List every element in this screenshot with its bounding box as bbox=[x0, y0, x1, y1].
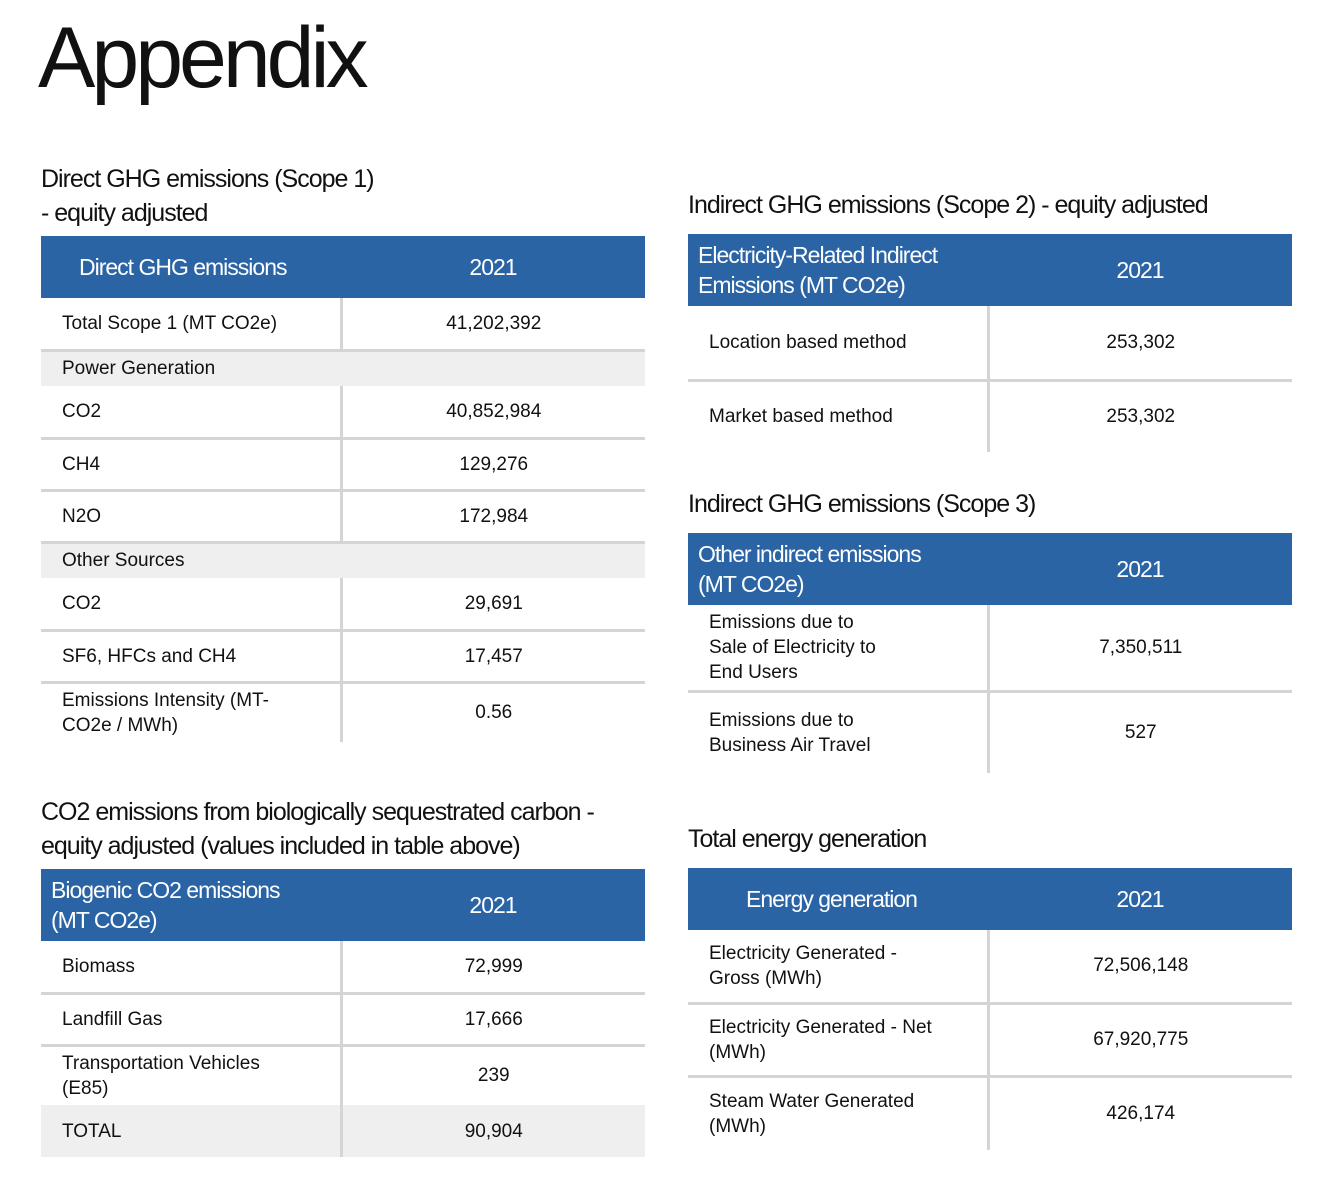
row-value: 239 bbox=[341, 1045, 645, 1105]
table-row bbox=[688, 380, 1292, 452]
column-header-line1: Electricity-Related Indirect bbox=[698, 242, 938, 268]
row-value: 41,202,392 bbox=[341, 298, 645, 350]
row-value: 72,999 bbox=[341, 941, 645, 993]
row-label: N2O bbox=[41, 490, 341, 542]
row-label-line1: Emissions due to bbox=[709, 611, 854, 633]
row-label: Market based method bbox=[709, 406, 893, 428]
row-label bbox=[41, 1045, 341, 1105]
table-row bbox=[41, 386, 645, 438]
scope1-table bbox=[41, 236, 645, 742]
column-header-year: 2021 bbox=[988, 234, 1292, 306]
row-label: SF6, HFCs and CH4 bbox=[41, 630, 341, 682]
scope2-table bbox=[688, 234, 1292, 452]
row-value: 72,506,148 bbox=[988, 930, 1292, 1003]
column-header-line2: (MT CO2e) bbox=[698, 571, 804, 597]
row-label-line1: Emissions due to bbox=[709, 709, 854, 731]
row-value: 253,302 bbox=[988, 380, 1292, 452]
row-label: Total Scope 1 (MT CO2e) bbox=[41, 298, 341, 350]
total-value: 90,904 bbox=[341, 1105, 645, 1157]
row-label bbox=[688, 1003, 988, 1076]
row-value: 172,984 bbox=[341, 490, 645, 542]
row-value: 67,920,775 bbox=[988, 1003, 1292, 1076]
row-label bbox=[688, 1076, 988, 1150]
column-header-year: 2021 bbox=[341, 869, 645, 941]
scope1-heading bbox=[41, 162, 374, 230]
table-row bbox=[41, 993, 645, 1045]
page-title: Appendix bbox=[38, 10, 365, 106]
energy-table bbox=[688, 868, 1292, 1150]
row-value: 0.56 bbox=[341, 682, 645, 742]
column-header-line1: Other indirect emissions bbox=[698, 541, 921, 567]
row-label-line2: Business Air Travel bbox=[709, 734, 871, 756]
row-label-line2: (MWh) bbox=[709, 1041, 766, 1063]
scope1-heading-line1: Direct GHG emissions (Scope 1) bbox=[41, 165, 374, 193]
table-row bbox=[688, 1076, 1292, 1150]
column-header-category bbox=[41, 869, 341, 941]
row-label-line1: Steam Water Generated bbox=[709, 1090, 915, 1112]
category-row bbox=[41, 542, 645, 578]
row-label: Landfill Gas bbox=[41, 993, 341, 1045]
row-label-line3: End Users bbox=[709, 661, 798, 683]
row-label-line1: Emissions Intensity (MT- bbox=[62, 689, 269, 711]
row-value: 17,457 bbox=[341, 630, 645, 682]
column-header-category: Direct GHG emissions bbox=[41, 236, 341, 298]
total-label: TOTAL bbox=[41, 1105, 341, 1157]
row-label-line1: Transportation Vehicles bbox=[62, 1052, 260, 1074]
row-value: 17,666 bbox=[341, 993, 645, 1045]
table-row bbox=[688, 605, 1292, 691]
table-row bbox=[688, 930, 1292, 1003]
energy-heading: Total energy generation bbox=[688, 825, 927, 853]
table-header-row bbox=[688, 533, 1292, 605]
row-label-line2: Sale of Electricity to bbox=[709, 636, 876, 658]
biogenic-table bbox=[41, 869, 645, 1157]
column-header-year: 2021 bbox=[988, 533, 1292, 605]
table-header-row bbox=[41, 869, 645, 941]
column-header-category bbox=[688, 234, 988, 306]
row-value: 40,852,984 bbox=[341, 386, 645, 438]
column-header-year: 2021 bbox=[988, 868, 1292, 930]
category-label: Power Generation bbox=[41, 350, 645, 386]
category-label: Other Sources bbox=[41, 542, 645, 578]
table-header-row bbox=[688, 868, 1292, 930]
row-label-line2: Gross (MWh) bbox=[709, 967, 822, 989]
row-label: CO2 bbox=[41, 578, 341, 630]
row-label-line2: CO2e / MWh) bbox=[62, 714, 179, 736]
row-label bbox=[688, 691, 988, 773]
row-label: CH4 bbox=[41, 438, 341, 490]
column-header-line2: Emissions (MT CO2e) bbox=[698, 272, 905, 298]
row-label-line1: Electricity Generated - Net bbox=[709, 1016, 932, 1038]
row-label-line1: Electricity Generated - bbox=[709, 942, 897, 964]
row-value: 426,174 bbox=[988, 1076, 1292, 1150]
scope1-heading-line2: - equity adjusted bbox=[41, 199, 208, 227]
scope2-heading: Indirect GHG emissions (Scope 2) - equity adjusted bbox=[688, 191, 1208, 219]
row-label bbox=[688, 605, 988, 691]
row-label-line2: (E85) bbox=[62, 1077, 109, 1099]
table-row bbox=[688, 1003, 1292, 1076]
scope3-table bbox=[688, 533, 1292, 773]
scope3-heading: Indirect GHG emissions (Scope 3) bbox=[688, 490, 1036, 518]
row-label: Location based method bbox=[688, 306, 988, 380]
column-header-category: Energy generation bbox=[688, 868, 988, 930]
table-row bbox=[688, 306, 1292, 380]
row-value: 7,350,511 bbox=[988, 605, 1292, 691]
row-value: 253,302 bbox=[988, 306, 1292, 380]
row-label bbox=[41, 682, 341, 742]
row-value: 129,276 bbox=[341, 438, 645, 490]
row-label: CO2 bbox=[41, 386, 341, 438]
category-row bbox=[41, 350, 645, 386]
row-label-line2: (MWh) bbox=[709, 1115, 766, 1137]
table-header-row bbox=[41, 236, 645, 298]
table-row bbox=[688, 691, 1292, 773]
row-value: 29,691 bbox=[341, 578, 645, 630]
biogenic-heading-line1: CO2 emissions from biologically sequestrated carbon - bbox=[41, 798, 594, 826]
row-label: Biomass bbox=[41, 941, 341, 993]
table-row bbox=[41, 682, 645, 742]
biogenic-heading bbox=[41, 795, 594, 863]
column-header-category bbox=[688, 533, 988, 605]
row-value: 527 bbox=[988, 691, 1292, 773]
table-row bbox=[41, 578, 645, 630]
column-header-year: 2021 bbox=[341, 236, 645, 298]
biogenic-heading-line2: equity adjusted (values included in table above) bbox=[41, 832, 520, 860]
table-row bbox=[41, 630, 645, 682]
table-row bbox=[41, 298, 645, 350]
total-row bbox=[41, 1105, 645, 1157]
table-header-row bbox=[688, 234, 1292, 306]
row-label bbox=[688, 930, 988, 1003]
table-row bbox=[41, 1045, 645, 1105]
table-row bbox=[41, 438, 645, 490]
column-header-line2: (MT CO2e) bbox=[51, 907, 157, 933]
table-row bbox=[41, 941, 645, 993]
table-row bbox=[41, 490, 645, 542]
column-header-line1: Biogenic CO2 emissions bbox=[51, 877, 280, 903]
